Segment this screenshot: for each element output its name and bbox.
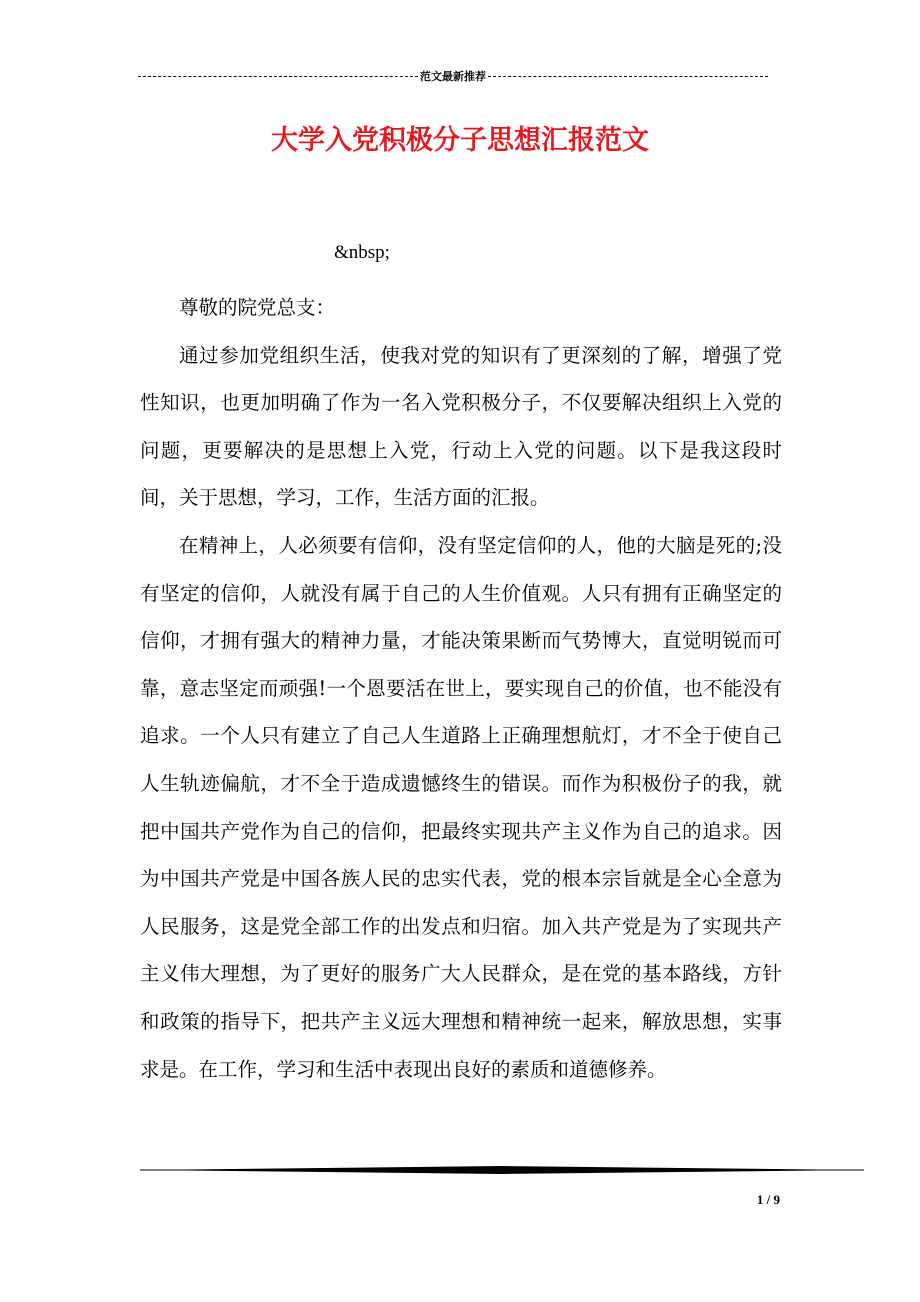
paragraph: 通过参加党组织生活，使我对党的知识有了更深刻的了解，增强了党性知识，也更加明确了作为一名入党积极分子，不仅要解决组织上入党的问题，更要解决的是思想上入党，行动上入党的问题。以下是我这段时间，关于思想，学习，工作，生活方面的汇报。 — [140, 343, 782, 510]
document-body — [140, 284, 782, 1093]
page-header — [138, 68, 768, 84]
header-dash-right — [488, 76, 768, 77]
salutation: 尊敬的院党总支： — [179, 296, 336, 319]
footer-rule — [140, 1165, 864, 1175]
paragraph: 在精神上，人必须要有信仰，没有坚定信仰的人，他的大脑是死的;没有坚定的信仰，人就没有属于自己的人生价值观。人只有拥有正确坚定的信仰，才拥有强大的精神力量，才能决策果断而气势博大，直觉明锐而可靠，意志坚定而顽强!一个恩要活在世上，要实现自己的价值，也不能没有追求。一个人只有建立了自己人生道路上正确理想航灯，才不全于使自己人生轨迹偏航，才不全于造成遗憾终生的错误。而作为积极份子的我，就把中国共产党作为自己的信仰，把最终实现共产主义作为自己的追求。因为中国共产党是中国各族人民的忠实代表，党的根本宗旨就是全心全意为人民服务，这是党全部工作的出发点和归宿。加入共产党是为了实现共产主义伟大理想，为了更好的服务广大人民群众，是在党的基本路线，方针和政策的指导下，把共产主义远大理想和精神统一起来，解放思想，实事求是。在工作，学习和生活中表现出良好的素质和道德修养。 — [140, 533, 782, 1081]
document-title: 大学入党积极分子思想汇报范文 — [271, 125, 649, 156]
header-dash-left — [138, 76, 418, 77]
page-number: 1 / 9 — [756, 1192, 780, 1207]
header-label: 范文最新推荐 — [420, 70, 486, 83]
nbsp-text: &nbsp; — [334, 242, 390, 263]
